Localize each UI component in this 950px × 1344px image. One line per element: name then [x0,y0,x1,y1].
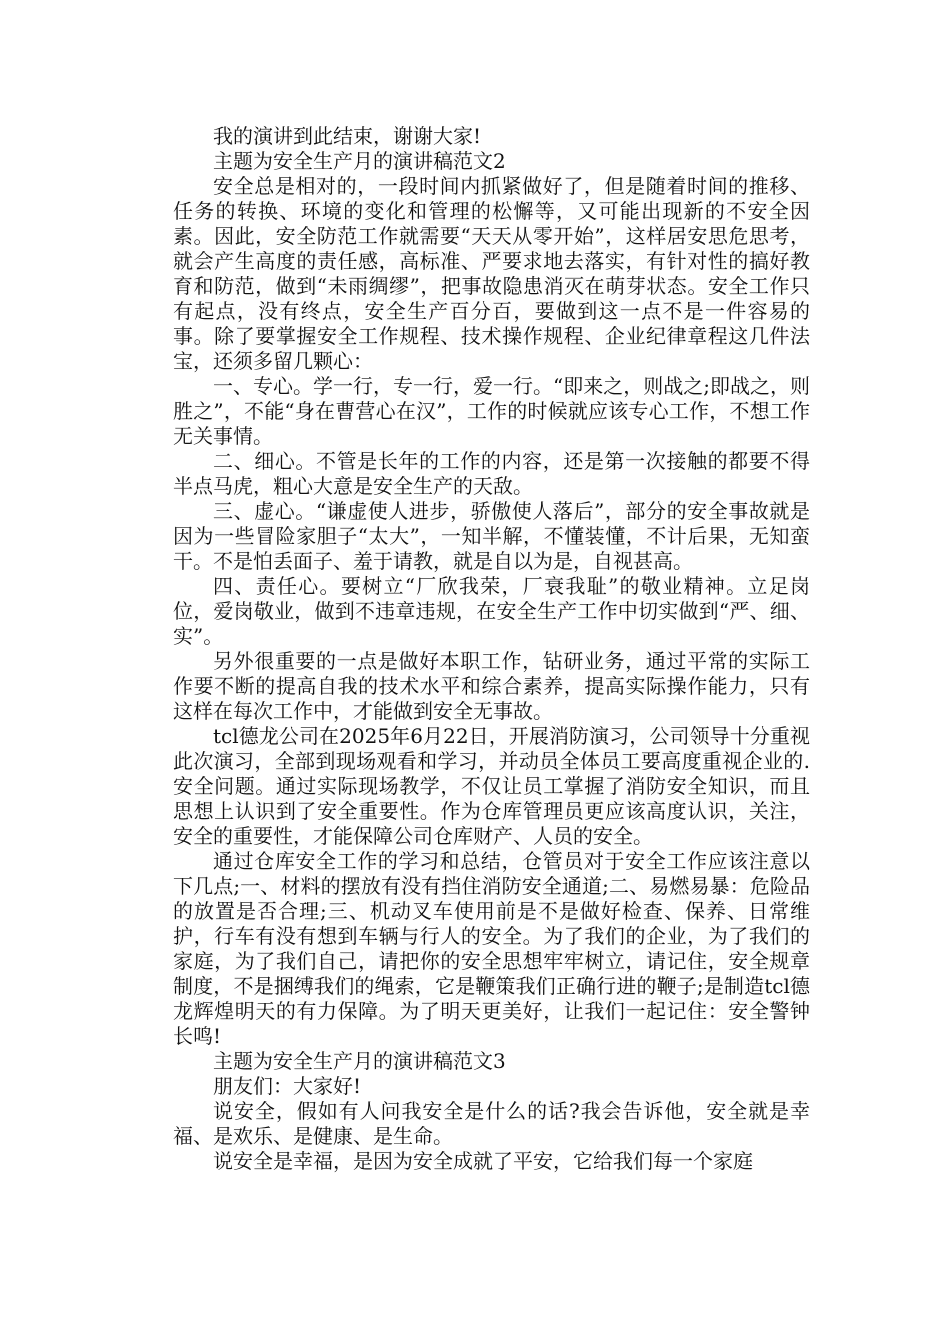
paragraph-additional: 另外很重要的一点是做好本职工作，钻研业务，通过平常的实际工作要不断的提高自我的技术水平和综合素养，提高实际操作能力，只有这样在每次工作中，才能做到安全无事故。 [173,649,810,723]
paragraph-fire-drill: tcl德龙公司在2025年6月22日，开展消防演习，公司领导十分重视此次演习，全部到现场观看和学习，并动员全体员工要高度重视企业的.安全问题。通过实际现场教学，不仅让员工掌握了消防安全知识，而且思想上认识到了安全重要性。作为仓库管理员更应该高度认识，关注，安全的重要性，才能保障公司仓库财产、人员的安全。 [173,724,810,848]
paragraph-intro: 安全总是相对的，一段时间内抓紧做好了，但是随着时间的推移、任务的转换、环境的变化和管理的松懈等，又可能出现新的不安全因素。因此，安全防范工作就需要“天天从零开始”，这样居安思危思考，就会产生高度的责任感，高标准、严要求地去落实，有针对性的搞好教育和防范，做到“未雨绸缪”，把事故隐患消灭在萌芽状态。安全工作只有起点，没有终点，安全生产百分百，要做到这一点不是一件容易的事。除了要掌握安全工作规程、技术操作规程、企业纪律章程这几件法宝，还须多留几颗心： [173,174,810,373]
paragraph-warehouse: 通过仓库安全工作的学习和总结，仓管员对于安全工作应该注意以下几点;一、材料的摆放有没有挡住消防安全通道;二、易燃易暴：危险品的放置是否合理;三、机动叉车使用前是不是做好检查、保养、日常维护，行车有没有想到车辆与行人的安全。为了我们的企业，为了我们的家庭，为了我们自己，请把你的安全思想牢牢树立，请记住，安全规章制度，不是捆缚我们的绳索，它是鞭策我们正确行进的鞭子;是制造tcl德龙辉煌明天的有力保障。为了明天更美好，让我们一起记住：安全警钟长鸣! [173,849,810,1048]
document-page [173,124,810,1174]
section-title-2: 主题为安全生产月的演讲稿范文2 [213,149,506,173]
section-title-3: 主题为安全生产月的演讲稿范文3 [213,1049,506,1073]
paragraph-point-2: 二、细心。不管是长年的工作的内容，还是第一次接触的都要不得半点马虎，粗心大意是安全生产的天敌。 [173,449,810,498]
paragraph-point-4: 四、责任心。要树立“厂欣我荣，厂衰我耻”的敬业精神。立足岗位，爱岗敬业，做到不违章违规，在安全生产工作中切实做到“严、细、实”。 [173,574,810,648]
paragraph-safety-happiness: 说安全是幸福，是因为安全成就了平安，它给我们每一个家庭 [213,1149,753,1173]
paragraph-point-3: 三、虚心。“谦虚使人进步，骄傲使人落后”，部分的安全事故就是因为一些冒险家胆子“太大”，一知半解，不懂装懂，不计后果，无知蛮干。不是怕丢面子、羞于请教，就是自以为是，自视甚高。 [173,499,810,573]
greeting-line: 朋友们：大家好! [213,1074,362,1098]
paragraph-point-1: 一、专心。学一行，专一行，爱一行。“即来之，则战之;即战之，则胜之”，不能“身在曹营心在汉”，工作的时候就应该专心工作，不想工作无关事情。 [173,374,810,448]
closing-line: 我的演讲到此结束，谢谢大家! [213,124,482,148]
paragraph-safety-meaning: 说安全，假如有人问我安全是什么的话?我会告诉他，安全就是幸福、是欢乐、是健康、是生命。 [173,1099,810,1148]
